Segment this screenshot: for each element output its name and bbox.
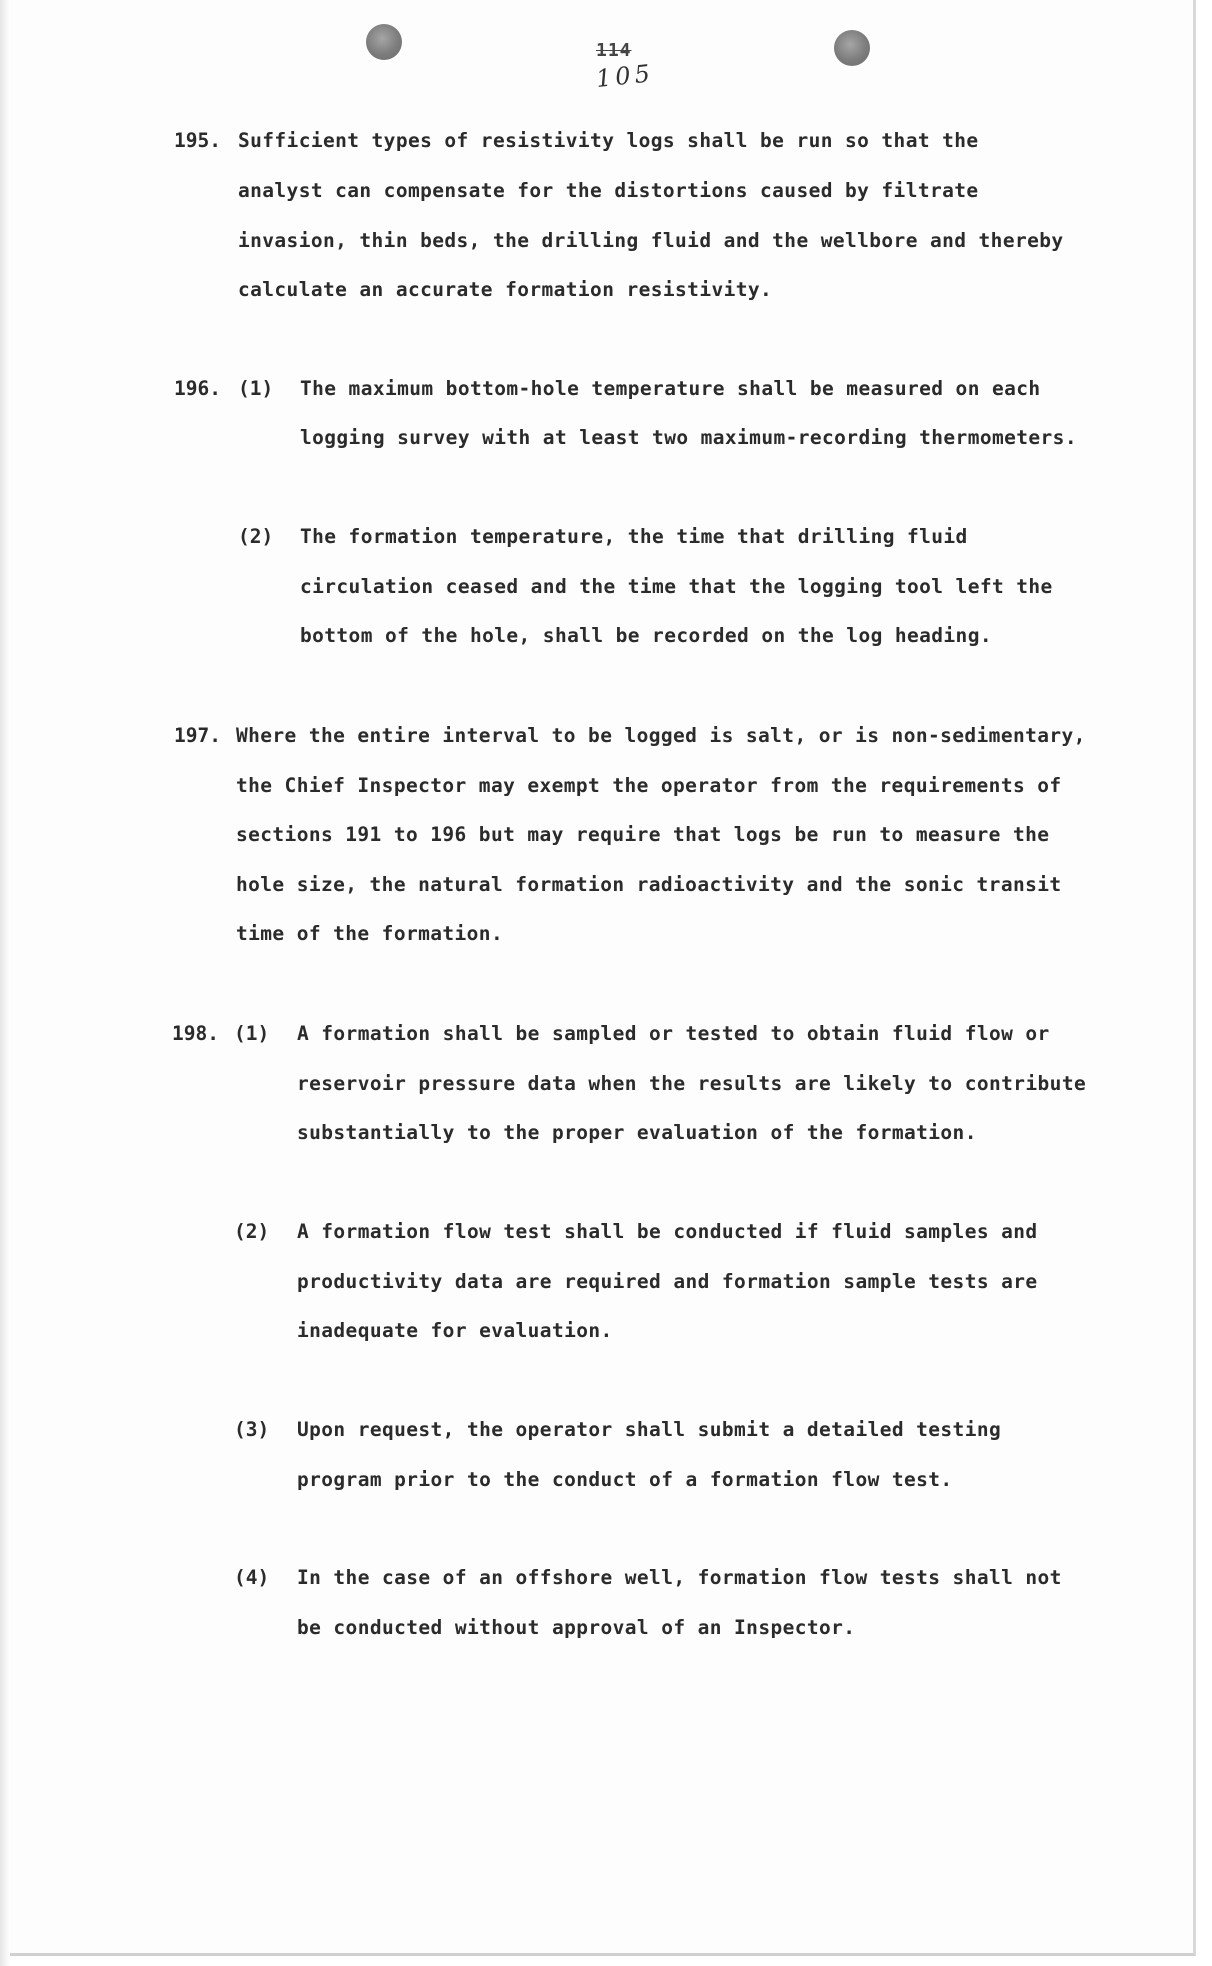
section-197-line: time of the formation.	[236, 922, 504, 945]
page-shadow-edge	[0, 0, 10, 1966]
section-197-line: Where the entire interval to be logged is salt, or is non-sedimentary,	[236, 724, 1086, 747]
section-number-198: 198.	[172, 1022, 219, 1045]
section-198-3-line: program prior to the conduct of a formation flow test.	[297, 1468, 953, 1491]
subsection-label-198-3: (3)	[234, 1418, 270, 1441]
punch-hole-right	[834, 30, 870, 66]
subsection-label-198-1: (1)	[234, 1022, 270, 1045]
section-196-2-line: The formation temperature, the time that drilling fluid	[300, 525, 968, 548]
punch-hole-left	[366, 24, 402, 60]
section-198-2-line: inadequate for evaluation.	[297, 1319, 613, 1342]
section-197-line: hole size, the natural formation radioactivity and the sonic transit	[236, 873, 1062, 896]
section-195-line: analyst can compensate for the distortions caused by filtrate	[238, 179, 979, 202]
section-196-2-line: circulation ceased and the time that the logging tool left the	[300, 575, 1053, 598]
section-196-1-line: The maximum bottom-hole temperature shall be measured on each	[300, 377, 1041, 400]
section-197-line: sections 191 to 196 but may require that logs be run to measure the	[236, 823, 1050, 846]
section-198-4-line: In the case of an offshore well, formation flow tests shall not	[297, 1566, 1062, 1589]
section-196-2-line: bottom of the hole, shall be recorded on the log heading.	[300, 624, 992, 647]
section-number-195: 195.	[174, 129, 221, 152]
section-198-3-line: Upon request, the operator shall submit a detailed testing	[297, 1418, 1002, 1441]
section-198-1-line: reservoir pressure data when the results are likely to contribute	[297, 1072, 1087, 1095]
section-196-1-line: logging survey with at least two maximum-recording thermometers.	[300, 426, 1077, 449]
subsection-label-196-2: (2)	[238, 525, 274, 548]
subsection-label-198-4: (4)	[234, 1566, 270, 1589]
section-195-line: invasion, thin beds, the drilling fluid and the wellbore and thereby	[238, 229, 1064, 252]
section-197-line: the Chief Inspector may exempt the operator from the requirements of	[236, 774, 1062, 797]
section-number-196: 196.	[174, 377, 221, 400]
subsection-label-196-1: (1)	[238, 377, 274, 400]
old-page-number: 114	[596, 40, 632, 61]
section-195-line: Sufficient types of resistivity logs shall be run so that the	[238, 129, 979, 152]
section-195-line: calculate an accurate formation resistivity.	[238, 278, 773, 301]
section-198-2-line: A formation flow test shall be conducted if fluid samples and	[297, 1220, 1038, 1243]
section-number-197: 197.	[174, 724, 221, 747]
subsection-label-198-2: (2)	[234, 1220, 270, 1243]
new-page-number: 105	[594, 59, 656, 93]
section-198-1-line: A formation shall be sampled or tested to obtain fluid flow or	[297, 1022, 1050, 1045]
section-198-4-line: be conducted without approval of an Inspector.	[297, 1616, 856, 1639]
section-198-2-line: productivity data are required and formation sample tests are	[297, 1270, 1038, 1293]
section-198-1-line: substantially to the proper evaluation of the formation.	[297, 1121, 977, 1144]
